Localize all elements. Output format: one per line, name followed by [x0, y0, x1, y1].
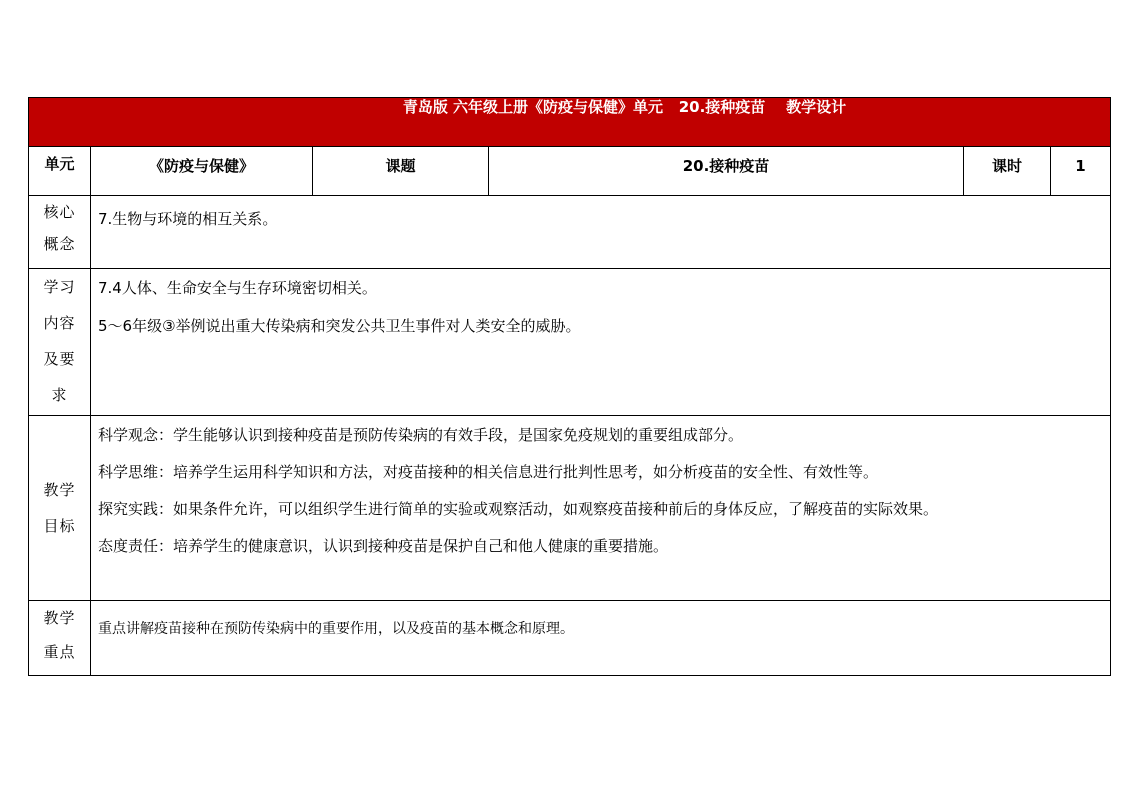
learning-requirements-row — [29, 269, 1111, 416]
period-value: 1 — [1075, 157, 1086, 175]
teaching-focus-content-cell — [91, 601, 1111, 676]
title-row — [29, 98, 1111, 147]
learning-requirement-line: 7.4人体、生命安全与生存环境密切相关。 — [98, 279, 377, 297]
topic-label: 课题 — [385, 157, 416, 175]
teaching-goal-line: 科学观念：学生能够认识到接种疫苗是预防传染病的有效手段，是国家免疫规划的重要组成部分。 — [98, 426, 744, 444]
title-bar — [29, 98, 1111, 147]
period-label-cell — [964, 147, 1051, 196]
learning-requirements-content-cell — [91, 269, 1111, 416]
lesson-plan-document — [28, 97, 1110, 676]
teaching-goals-row — [29, 416, 1111, 601]
teaching-goals-label: 教学 目标 — [43, 481, 76, 535]
lesson-plan-table — [28, 97, 1111, 676]
teaching-goals-label-cell — [29, 416, 91, 601]
unit-value-cell — [91, 147, 313, 196]
topic-value: 20.接种疫苗 — [682, 157, 770, 175]
topic-label-cell — [313, 147, 489, 196]
topic-value-cell — [489, 147, 964, 196]
period-label: 课时 — [991, 157, 1022, 175]
teaching-focus-label: 教学 重点 — [43, 609, 76, 661]
unit-label: 单元 — [44, 155, 75, 173]
teaching-focus-content: 重点讲解疫苗接种在预防传染病中的重要作用，以及疫苗的基本概念和原理。 — [98, 621, 574, 637]
learning-requirements-label: 学习 内容 及要 求 — [43, 278, 76, 404]
learning-requirement-line: 5～6年级③举例说出重大传染病和突发公共卫生事件对人类安全的威胁。 — [98, 317, 581, 335]
core-concept-content: 7.生物与环境的相互关系。 — [98, 210, 278, 228]
teaching-focus-label-cell — [29, 601, 91, 676]
document-title: 青岛版 六年级上册《防疫与保健》单元 20.接种疫苗 教学设计 — [402, 98, 847, 116]
core-concept-content-cell — [91, 196, 1111, 269]
learning-requirements-content — [91, 269, 1110, 345]
teaching-goals-content — [91, 416, 1110, 565]
learning-requirements-label-cell — [29, 269, 91, 416]
teaching-goal-line: 态度责任：培养学生的健康意识，认识到接种疫苗是保护自己和他人健康的重要措施。 — [98, 537, 669, 555]
unit-label-cell — [29, 147, 91, 196]
header-row — [29, 147, 1111, 196]
teaching-focus-row — [29, 601, 1111, 676]
teaching-goal-line: 探究实践：如果条件允许，可以组织学生进行简单的实验或观察活动，如观察疫苗接种前后的身体反应，了解疫苗的实际效果。 — [98, 500, 939, 518]
unit-value: 《防疫与保健》 — [148, 157, 254, 175]
core-concept-row — [29, 196, 1111, 269]
teaching-goals-content-cell — [91, 416, 1111, 601]
core-concept-label: 核心 概念 — [43, 203, 76, 253]
period-value-cell — [1051, 147, 1111, 196]
teaching-goal-line: 科学思维：培养学生运用科学知识和方法，对疫苗接种的相关信息进行批判性思考，如分析疫苗的安全性、有效性等。 — [98, 463, 879, 481]
core-concept-label-cell — [29, 196, 91, 269]
